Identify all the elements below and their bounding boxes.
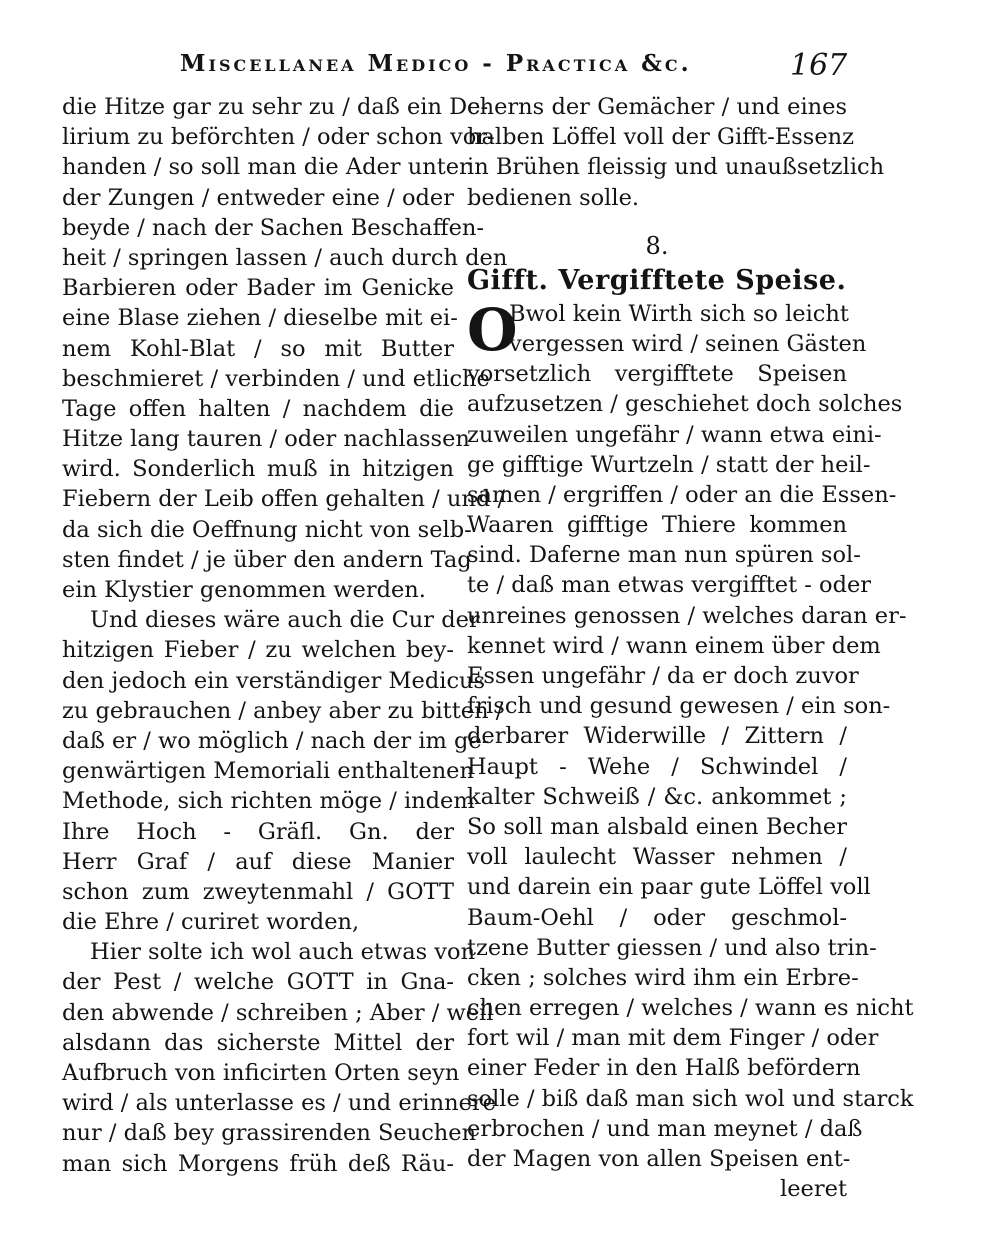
right-body-line: kalter Schweiß / &c. ankommet ; xyxy=(467,783,847,810)
dropcap-text-line: Bwol kein Wirth sich so leicht xyxy=(509,300,849,327)
right-body-line: einer Feder in den Halß befördern xyxy=(467,1055,861,1082)
right-body-line: cken ; solches wird ihm ein Erbre- xyxy=(467,964,859,991)
left-text-line: Fiebern der Leib offen gehalten / und / xyxy=(62,486,506,513)
right-body-line: solle / biß daß man sich wol und starck xyxy=(467,1085,914,1112)
right-body-paragraph xyxy=(467,359,914,1174)
left-text-line: sten findet / je über den andern Tag xyxy=(62,546,472,573)
left-text-line: Herr Graf / auf diese Manier xyxy=(62,848,454,875)
dropcap-initial: O xyxy=(467,295,518,364)
right-intro-line: bedienen solle. xyxy=(467,184,640,211)
right-body-line: frisch und gesund gewesen / ein son- xyxy=(467,693,891,720)
right-body-line: erbrochen / und man meynet / daß xyxy=(467,1115,863,1142)
left-text-line: Und dieses wäre auch die Cur der xyxy=(90,607,480,634)
left-text-line: hitzigen Fieber / zu welchen bey- xyxy=(62,637,454,664)
left-text-line: Methode, sich richten möge / indem xyxy=(62,788,475,815)
right-body-line: Haupt - Wehe / Schwindel / xyxy=(467,753,847,780)
left-text-line: handen / so soll man die Ader unter xyxy=(62,154,470,181)
left-text-line: den abwende / schreiben ; Aber / weil xyxy=(62,999,494,1026)
right-body-line: kennet wird / wann einem über dem xyxy=(467,632,881,659)
right-body-line: ge gifftige Wurtzeln / statt der heil- xyxy=(467,451,871,478)
left-text-line: schon zum zweytenmahl / GOTT xyxy=(62,878,454,905)
left-text-line: der Pest / welche GOTT in Gna- xyxy=(62,969,454,996)
left-text-column xyxy=(62,92,508,1179)
right-intro-line: cherns der Gemächer / und eines xyxy=(467,94,847,120)
right-body-line: der Magen von allen Speisen ent- xyxy=(467,1146,851,1172)
right-body-line: vorsetzlich vergifftete Speisen xyxy=(467,361,847,388)
right-body-line: Essen ungefähr / da er doch zuvor xyxy=(467,663,859,689)
right-body-line: und darein ein paar gute Löffel voll xyxy=(467,874,871,901)
left-text-line: den jedoch ein verständiger Medicus xyxy=(62,667,486,694)
left-text-line: wird / als unterlasse es / und erinnere xyxy=(62,1090,496,1117)
right-body-line: chen erregen / welches / wann es nicht xyxy=(467,995,914,1022)
dropcap-paragraph-start xyxy=(467,295,867,364)
left-text-line: Tage offen halten / nachdem die xyxy=(62,395,454,422)
left-text-line: Hier solte ich wol auch etwas von xyxy=(90,939,476,966)
right-body-line: derbarer Widerwille / Zittern / xyxy=(467,723,847,750)
left-text-line: zu gebrauchen / anbey aber zu bitten / xyxy=(62,697,504,724)
running-title: Miscellanea Medico - Practica &c. xyxy=(180,50,692,77)
right-body-line: tzene Butter giessen / und also trin- xyxy=(467,934,877,961)
page-number: 167 xyxy=(790,48,848,83)
right-body-line: fort wil / man mit dem Finger / oder xyxy=(467,1025,879,1052)
right-body-line: So soll man alsbald einen Becher xyxy=(467,813,847,840)
left-text-line: Barbieren oder Bader im Genicke xyxy=(62,275,454,302)
right-body-line: te / daß man etwas vergifftet - oder xyxy=(467,572,872,599)
left-text-line: Aufbruch von inficirten Orten seyn xyxy=(62,1060,460,1086)
right-text-column xyxy=(467,92,914,1204)
left-text-line: beschmieret / verbinden / und etliche xyxy=(62,365,490,392)
left-text-line: wird. Sonderlich muß in hitzigen xyxy=(62,456,454,483)
right-intro-line: in Brühen fleissig und unaußsetzlich xyxy=(467,154,885,181)
right-body-line: Waaren gifftige Thiere kommen xyxy=(467,512,847,539)
left-text-line: daß er / wo möglich / nach der im ge- xyxy=(62,727,490,754)
right-body-line: Baum-Oehl / oder geschmol- xyxy=(467,904,847,931)
left-text-line: die Hitze gar zu sehr zu / daß ein De- xyxy=(62,94,489,120)
left-text-line: nur / daß bey grassirenden Seuchen xyxy=(62,1120,477,1147)
left-text-line: eine Blase ziehen / dieselbe mit ei- xyxy=(62,305,458,332)
left-text-line: Hitze lang tauren / oder nachlassen xyxy=(62,426,470,453)
right-intro-paragraph xyxy=(467,92,885,213)
right-body-line: voll laulecht Wasser nehmen / xyxy=(467,844,847,871)
left-text-line: beyde / nach der Sachen Beschaffen- xyxy=(62,214,484,241)
section-heading: Gifft. Vergifftete Speise. xyxy=(467,264,847,296)
left-text-line: der Zungen / entweder eine / oder xyxy=(62,184,454,211)
left-text-line: ein Klystier genommen werden. xyxy=(62,577,426,603)
left-text-line: Ihre Hoch - Gräfl. Gn. der xyxy=(62,818,454,845)
right-body-line: unreines genossen / welches daran er- xyxy=(467,602,907,629)
left-text-line: lirium zu beförchten / oder schon vor- xyxy=(62,124,495,151)
section-number: 8. xyxy=(645,231,669,260)
right-body-line: zuweilen ungefähr / wann etwa eini- xyxy=(467,421,882,448)
right-body-line: samen / ergriffen / oder an die Essen- xyxy=(467,481,897,508)
left-text-line: man sich Morgens früh deß Räu- xyxy=(62,1150,454,1177)
left-text-line: die Ehre / curiret worden, xyxy=(62,909,360,936)
left-text-line: genwärtigen Memoriali enthaltenen xyxy=(62,758,474,785)
dropcap-text-line: vergessen wird / seinen Gästen xyxy=(509,330,867,357)
left-text-line: nem Kohl-Blat / so mit Butter xyxy=(62,335,454,362)
right-body-line: sind. Daferne man nun spüren sol- xyxy=(467,542,861,569)
left-text-line: heit / springen lassen / auch durch den xyxy=(62,244,508,271)
left-text-line: alsdann das sicherste Mittel der xyxy=(62,1029,454,1056)
right-intro-line: halben Löffel voll der Gifft-Essenz xyxy=(467,124,855,151)
right-body-line: aufzusetzen / geschiehet doch solches xyxy=(467,391,903,418)
left-text-line: da sich die Oeffnung nicht von selb- xyxy=(62,516,472,543)
catchword: leeret xyxy=(780,1176,847,1203)
